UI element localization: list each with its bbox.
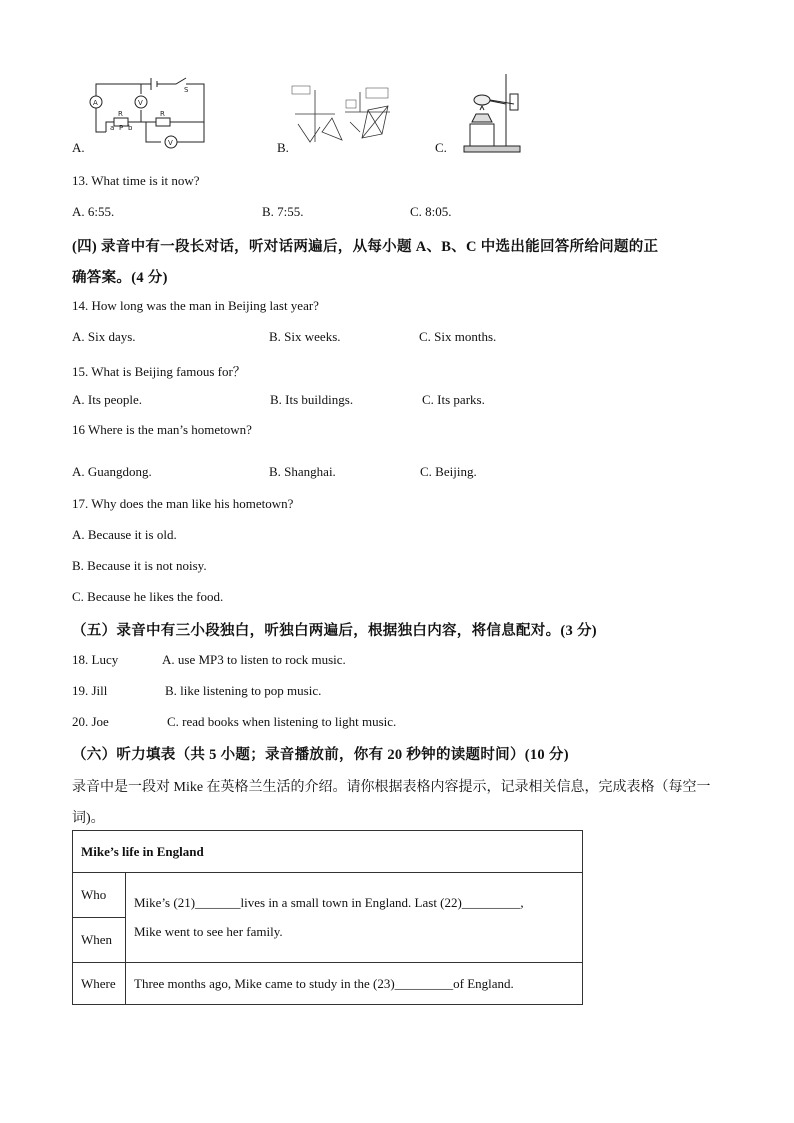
- fig-label-b: b: [128, 124, 133, 132]
- fig-label-s: S: [184, 86, 189, 94]
- q16-option-c: C. Beijing.: [420, 464, 477, 479]
- figure-a-label: A.: [72, 140, 85, 155]
- match-right-b: B. like listening to pop music.: [165, 683, 322, 698]
- q13-option-b: B. 7:55.: [262, 204, 304, 219]
- fig-label-p: P: [119, 124, 124, 132]
- q14-option-c: C. Six months.: [419, 329, 497, 344]
- mike-life-table: [72, 830, 583, 1005]
- section-6-intro-line2: 词)。: [72, 811, 105, 826]
- q15-option-a: A. Its people.: [72, 392, 143, 407]
- section-5-heading: （五）录音中有三小段独白，听独白两遍后，根据独白内容，将信息配对。(3 分): [72, 623, 597, 639]
- q13-option-a: A. 6:55.: [72, 204, 115, 219]
- q16-option-a: A. Guangdong.: [72, 464, 152, 479]
- fig-label-v1: V: [138, 99, 143, 107]
- table-row2: Three months ago, Mike came to study in the (23)_________of England.: [126, 963, 583, 1005]
- question-14: 14. How long was the man in Beijing last year?: [72, 298, 319, 313]
- fig-label-r2: R: [160, 110, 165, 118]
- section-4-heading-line2: 确答案。(4 分): [72, 270, 168, 286]
- fig-label-v2: V: [168, 139, 173, 147]
- question-13: 13. What time is it now?: [72, 173, 200, 188]
- section-6-intro-line1: 录音中是一段对 Mike 在英格兰生活的介绍。请你根据表格内容提示，记录相关信息，完成表格（每空一: [72, 780, 711, 795]
- lab-apparatus-figure: [462, 70, 524, 154]
- table-label-where: Where: [73, 963, 126, 1005]
- fig-label-a: A: [93, 99, 98, 107]
- q16-option-b: B. Shanghai.: [269, 464, 336, 479]
- table-cell-who-when: [126, 873, 583, 963]
- question-16: 16 Where is the man’s hometown?: [72, 422, 252, 437]
- question-15: 15. What is Beijing famous for？: [72, 364, 246, 379]
- math-sketch-figure: [290, 82, 392, 150]
- question-17: 17. Why does the man like his hometown?: [72, 496, 294, 511]
- q17-option-c: C. Because he likes the food.: [72, 589, 224, 604]
- q13-option-c: C. 8:05.: [410, 204, 452, 219]
- circuit-diagram-figure: [86, 72, 216, 152]
- figure-b-label: B.: [277, 140, 289, 155]
- match-left-19: 19. Jill: [72, 683, 108, 698]
- q14-option-a: A. Six days.: [72, 329, 136, 344]
- fig-label-r1: R: [118, 110, 123, 118]
- q17-option-a: A. Because it is old.: [72, 527, 177, 542]
- q15-option-c: C. Its parks.: [422, 392, 485, 407]
- table-label-when: When: [73, 918, 126, 963]
- match-right-c: C. read books when listening to light music.: [167, 714, 397, 729]
- q14-option-b: B. Six weeks.: [269, 329, 341, 344]
- match-right-a: A. use MP3 to listen to rock music.: [162, 652, 346, 667]
- match-left-18: 18. Lucy: [72, 652, 119, 667]
- q17-option-b: B. Because it is not noisy.: [72, 558, 207, 573]
- match-left-20: 20. Joe: [72, 714, 109, 729]
- fig-label-ra: a: [110, 124, 115, 132]
- table-title: Mike’s life in England: [73, 831, 583, 873]
- section-6-heading: （六）听力填表（共 5 小题；录音播放前，你有 20 秒钟的读题时间）(10 分): [72, 747, 569, 763]
- table-row1-line1: Mike’s (21)_______lives in a small town in England. Last (22)_________,: [134, 895, 524, 910]
- table-row1-line2: Mike went to see her family.: [134, 924, 283, 939]
- section-4-heading-line1: (四) 录音中有一段长对话，听对话两遍后，从每小题 A、B、C 中选出能回答所给问题的正: [72, 239, 659, 255]
- q15-option-b: B. Its buildings.: [270, 392, 354, 407]
- table-label-who: Who: [73, 873, 126, 918]
- figure-c-label: C.: [435, 140, 447, 155]
